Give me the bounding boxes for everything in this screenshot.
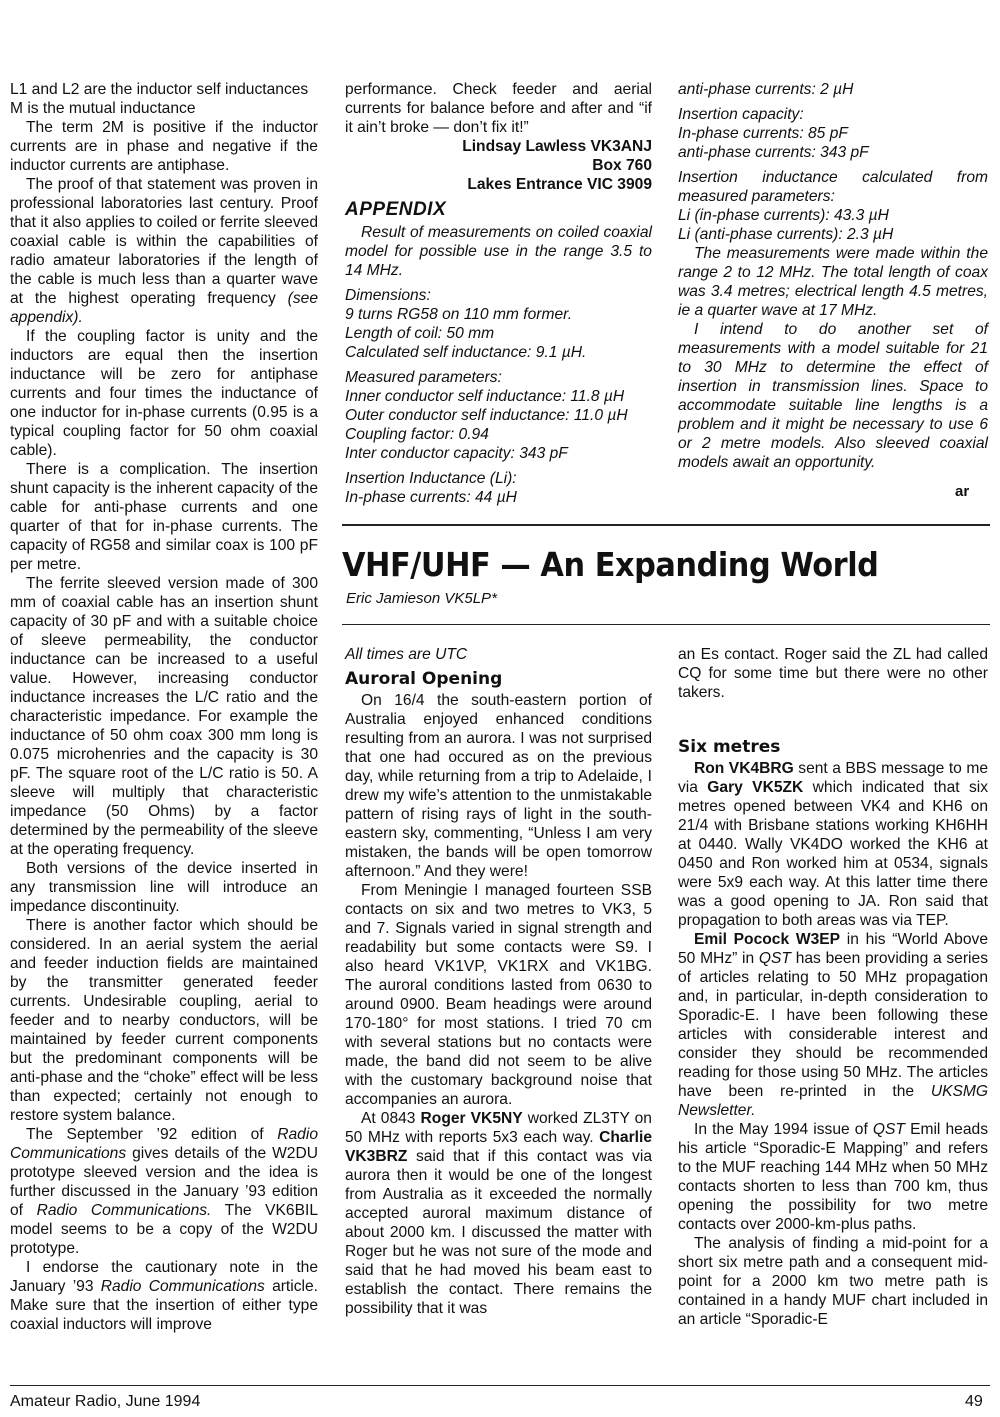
end-mark: ar	[955, 483, 970, 500]
appendix-line: Li (in-phase currents): 43.3 µH	[678, 207, 889, 224]
column-2-bottom	[345, 645, 652, 1318]
appendix-line: Calculated self inductance: 9.1 µH.	[345, 344, 587, 361]
appendix-line: Coupling factor: 0.94	[345, 426, 489, 443]
paragraph: On 16/4 the south-eastern portion of Australia enjoyed enhanced conditions resulting from an aurora. I was not surprised that one had occured as on the previous day, while returning from a trip to Adelaide, I drew my wife’s attention to the unmistakable pattern of rising rays of light in the south-eastern sky, commenting, “Unless I am very mistaken, the bands will be open tomorrow afternoon.” And they were!	[345, 692, 652, 880]
appendix-line: anti-phase currents: 343 pF	[678, 144, 869, 161]
paragraph: The ferrite sleeved version made of 300 mm of coaxial cable has an insertion shunt capacity of 30 pF and with a suitable choice of sleeve permeability, the conductor inductance can be increased to a useful value. However, increasing conductor inductance increases the L/C ratio and the characteristic impedance. For example the inductance of 50 ohm coax 300 mm long is 0.075 microhenries and the capacity is 30 pF. The square root of the L/C ratio is 50. A sleeve will multiply that characteristic impedance (50 Ohms) by a factor determined by the permeability of the sleeve at the operating frequency.	[10, 575, 318, 858]
paragraph: In the May 1994 issue of QST Emil heads his article “Sporadic-E Mapping” and refers to the MUF reaching 144 MHz when 50 MHz contacts shorten to less than 700 km, thus opening the possibility for two metre contacts over 2000-km-plus paths.	[678, 1121, 988, 1233]
column-2-top	[345, 80, 652, 507]
paragraph: I endorse the cautionary note in the January ’93 Radio Communications article. Make sure that the insertion of either type coaxial inductors will improve	[10, 1259, 318, 1333]
appendix-line: Li (anti-phase currents): 2.3 µH	[678, 226, 894, 243]
appendix-line: In-phase currents: 85 pF	[678, 125, 848, 142]
paragraph: Both versions of the device inserted in any transmission line will introduce an impedance discontinuity.	[10, 860, 318, 915]
signature-name: Lindsay Lawless VK3ANJ	[462, 138, 652, 155]
appendix-line: Measured parameters:	[345, 369, 502, 386]
appendix	[345, 223, 652, 507]
appendix-line: anti-phase currents: 2 µH	[678, 81, 854, 98]
column-3-top	[678, 80, 988, 472]
signature-address: Lakes Entrance VIC 3909	[467, 176, 652, 193]
appendix-line: Insertion inductance calculated from measured parameters:	[678, 169, 988, 205]
times-note: All times are UTC	[345, 646, 468, 663]
page-number: 49	[965, 1393, 983, 1410]
section-divider	[342, 524, 990, 526]
paragraph: The September ’92 edition of Radio Communications gives details of the W2DU prototype sleeved version and the idea is further discussed in the January ’93 edition of Radio Communications. The VK6BIL model seems to be a copy of the W2DU prototype.	[10, 1126, 318, 1257]
paragraph: There is another factor which should be considered. In an aerial system the aerial and feeder induction fields are maintained by the transmitter generated feeder currents. Undesirable coupling, aerial to feeder and to nearby conductors, will be maintained by feeder current components but the predominant components will be anti-phase and the “choke” effect will be less than expected; certainly not enough to restore system balance.	[10, 917, 318, 1124]
subheading-auroral: Auroral Opening	[345, 669, 503, 689]
paragraph: performance. Check feeder and aerial currents for balance before and after and “if it ain’t broke — don’t fix it!”	[345, 81, 652, 136]
footer-divider	[10, 1385, 990, 1386]
headline-divider	[342, 624, 990, 625]
paragraph: Emil Pocock W3EP in his “World Above 50 MHz” in QST has been providing a series of articles relating to 50 MHz propagation and, in particular, in-depth consideration to Sporadic-E. I have been following these articles with considerable interest and consider they should be recommended reading for those using 50 MHz. The articles have been re-printed in the UKSMG Newsletter.	[678, 931, 988, 1119]
signature-box: Box 760	[592, 157, 652, 174]
column-1	[10, 80, 318, 1334]
appendix-line: Inner conductor self inductance: 11.8 µH	[345, 388, 625, 405]
article-headline: VHF/UHF — An Expanding World	[342, 545, 879, 584]
appendix-line: Insertion capacity:	[678, 106, 804, 123]
paragraph: There is a complication. The insertion shunt capacity is the inherent capacity of the cable for anti-phase currents and one quarter of that for in-phase currents. The capacity of RG58 and similar coax is 100 pF per metre.	[10, 461, 318, 573]
appendix-line: I intend to do another set of measurements with a model suitable for 21 to 30 MHz to determine the effect of insertion in transmission lines. Space to accommodate suitable line lengths is a problem and it might be necessary to use 6 or 2 metre models. Also sleeved coaxial models await an opportunity.	[678, 321, 988, 471]
paragraph: The proof of that statement was proven in professional laboratories last century. Proof that it also applies to coiled or ferrite sleeved coaxial cable is within the capabilities of radio amateur laboratories if the length of the cable is much less than a quarter wave at the highest operating frequency (see appendix).	[10, 176, 318, 326]
appendix-line: The measurements were made within the range 2 to 12 MHz. The total length of coax was 3.4 metres; electrical length 4.5 metres, ie a quarter wave at 17 MHz.	[678, 245, 988, 319]
paragraph: If the coupling factor is unity and the inductors are equal then the insertion inductance will be zero for antiphase currents and four times the inductance of one inductor for in-phase currents (0.95 is a typical coupling factor for 50 ohm coaxial cable).	[10, 328, 318, 459]
appendix-line: Insertion Inductance (Li):	[345, 470, 517, 487]
paragraph: At 0843 Roger VK5NY worked ZL3TY on 50 MHz with reports 5x3 each way. Charlie VK3BRZ said that if this contact was via aurora then it would be one of the longest from Australia as it exceeded the normally accepted auroral maximum distance of about 2000 km. I discussed the matter with Roger but he was not sure of the mode and said that he had moved his beam east to establish the contact. There remains the possibility that it was	[345, 1110, 652, 1317]
appendix-heading: APPENDIX	[345, 199, 447, 220]
appendix-line: 9 turns RG58 on 110 mm former.	[345, 306, 573, 323]
column-3-bottom	[678, 645, 988, 1329]
footer-publication: Amateur Radio, June 1994	[10, 1393, 201, 1410]
appendix-line: Outer conductor self inductance: 11.0 µH	[345, 407, 628, 424]
paragraph: From Meningie I managed fourteen SSB contacts on six and two metres to VK3, 5 and 7. Signals varied in signal strength and readability but some contacts were S9. I also heard VK1VP, VK1RX and VK1BG. The auroral conditions lasted from 0630 to around 0900. Beam headings were around 170-180° for most stations. I tried 70 cm with several stations but no contacts were made, the band did not seem to be alive with the customary background noise that accompanies an aurora.	[345, 882, 652, 1108]
paragraph: an Es contact. Roger said the ZL had called CQ for some time but there were no other takers.	[678, 646, 988, 701]
appendix-line: Length of coil: 50 mm	[345, 325, 495, 342]
paragraph: The term 2M is positive if the inductor currents are in phase and negative if the inductor currents are antiphase.	[10, 119, 318, 174]
paragraph: M is the mutual inductance	[10, 100, 196, 117]
article-byline: Eric Jamieson VK5LP*	[346, 590, 497, 607]
paragraph: The analysis of finding a mid-point for a short six metre path and a consequent mid-point for a 2000 km two metre path is contained in a handy MUF chart included in an article “Sporadic-E	[678, 1235, 988, 1328]
appendix-line: In-phase currents: 44 µH	[345, 489, 517, 506]
appendix-line: Result of measurements on coiled coaxial model for possible use in the range 3.5 to 14 MHz.	[345, 224, 652, 279]
subheading-six-metres: Six metres	[678, 737, 781, 757]
paragraph: L1 and L2 are the inductor self inductances	[10, 81, 309, 98]
appendix-line: Inter conductor capacity: 343 pF	[345, 445, 568, 462]
paragraph: Ron VK4BRG sent a BBS message to me via Gary VK5ZK which indicated that six metres opened between VK4 and KH6 on 21/4 with Brisbane stations working KH6HH at 0440. Wally VK4DO worked the KH6 at 0450 and Ron worked him at 0534, signals were 5x9 each way. At this latter time there was a good opening to JA. Ron said that propagation to both areas was via TEP.	[678, 760, 989, 929]
appendix-line: Dimensions:	[345, 287, 431, 304]
